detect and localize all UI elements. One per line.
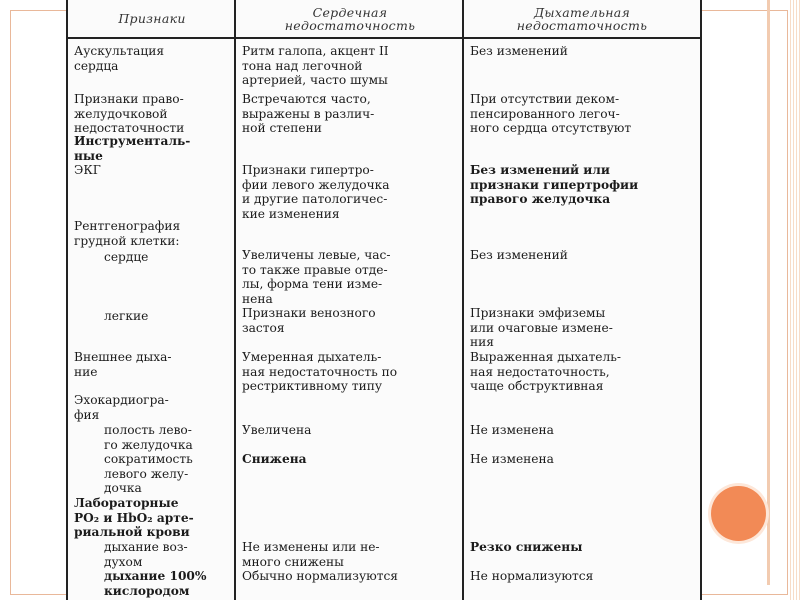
header-cardiac-line1: Сердечная — [312, 4, 388, 20]
resp-external-breathing: Выраженная дыхатель- ная недостаточность, чаще обструктивная — [470, 350, 622, 394]
column-divider-1 — [234, 0, 236, 600]
header-respiratory — [464, 0, 700, 37]
resp-lv-cavity: Не изменена — [470, 423, 554, 437]
sign-auscultation: Аускультация сердца — [74, 44, 165, 73]
resp-oxygen-breathing: Не нормализуются — [470, 569, 594, 583]
cardiac-air-breathing: Не изменены или не- много снижены — [242, 540, 380, 569]
header-cardiac — [236, 0, 464, 37]
sign-lungs: легкие — [104, 309, 149, 323]
cardiac-external-breathing: Умеренная дыхатель- ная недостаточность по рестриктивному типу — [242, 350, 398, 394]
sign-oxygen-breathing: дыхание 100% кислородом — [104, 569, 207, 598]
sign-lv-cavity: полость лево- го желудочка — [104, 423, 193, 452]
resp-auscultation: Без изменений — [470, 44, 568, 58]
resp-air-breathing: Резко снижены — [470, 540, 583, 554]
resp-lv-contractility: Не изменена — [470, 452, 554, 466]
header-cardiac-line2: недостаточность — [284, 17, 416, 33]
resp-heart: Без изменений — [470, 248, 568, 262]
header-respiratory-line1: Дыхательная — [533, 4, 631, 20]
sign-lab: Лабораторные PO₂ и HbO₂ арте- риальной крови — [74, 496, 194, 540]
cardiac-heart: Увеличены левые, час- то также правые отде- лы, форма тени изме- нена — [242, 248, 391, 306]
resp-ecg: Без изменений или признаки гипертрофии правого желудочка — [470, 163, 639, 207]
resp-lungs: Признаки эмфиземы или очаговые измене- ния — [470, 306, 613, 350]
sign-lv-contractility: сократимость левого желу- дочка — [104, 452, 193, 496]
header-respiratory-line2: недостаточность — [516, 17, 648, 33]
header-signs-label: Признаки — [118, 11, 186, 26]
cardiac-right-ventricular: Встречаются часто, выражены в различ- ной степени — [242, 92, 375, 136]
sign-heart: сердце — [104, 250, 149, 264]
cardiac-oxygen-breathing: Обычно нормализуются — [242, 569, 398, 583]
decorative-stripes — [790, 0, 800, 600]
sign-xray: Рентгенография грудной клетки: — [74, 219, 181, 248]
sign-ecg: ЭКГ — [74, 163, 101, 177]
sign-air-breathing: дыхание воз- духом — [104, 540, 188, 569]
column-divider-2 — [462, 0, 464, 600]
table-header — [68, 0, 700, 39]
decorative-orange-circle — [711, 486, 766, 541]
sign-external-breathing: Внешнее дыха- ние — [74, 350, 172, 379]
cardiac-lv-contractility: Снижена — [242, 452, 307, 466]
comparison-table — [66, 0, 702, 600]
sign-right-ventricular: Признаки право- желудочковой недостаточности — [74, 92, 185, 136]
header-signs — [68, 0, 236, 37]
resp-right-ventricular: При отсутствии деком- пенсированного легоч- ного сердца отсутствуют — [470, 92, 632, 136]
cardiac-lv-cavity: Увеличена — [242, 423, 312, 437]
cardiac-auscultation: Ритм галопа, акцент II тона над легочной артерией, часто шумы — [242, 44, 389, 88]
sign-instrumental: Инструменталь- ные — [74, 134, 191, 163]
cardiac-lungs: Признаки венозного застоя — [242, 306, 376, 335]
sign-echo: Эхокардиогра- фия — [74, 393, 169, 422]
cardiac-ecg: Признаки гипертро- фии левого желудочка и другие патологичес- кие изменения — [242, 163, 390, 221]
